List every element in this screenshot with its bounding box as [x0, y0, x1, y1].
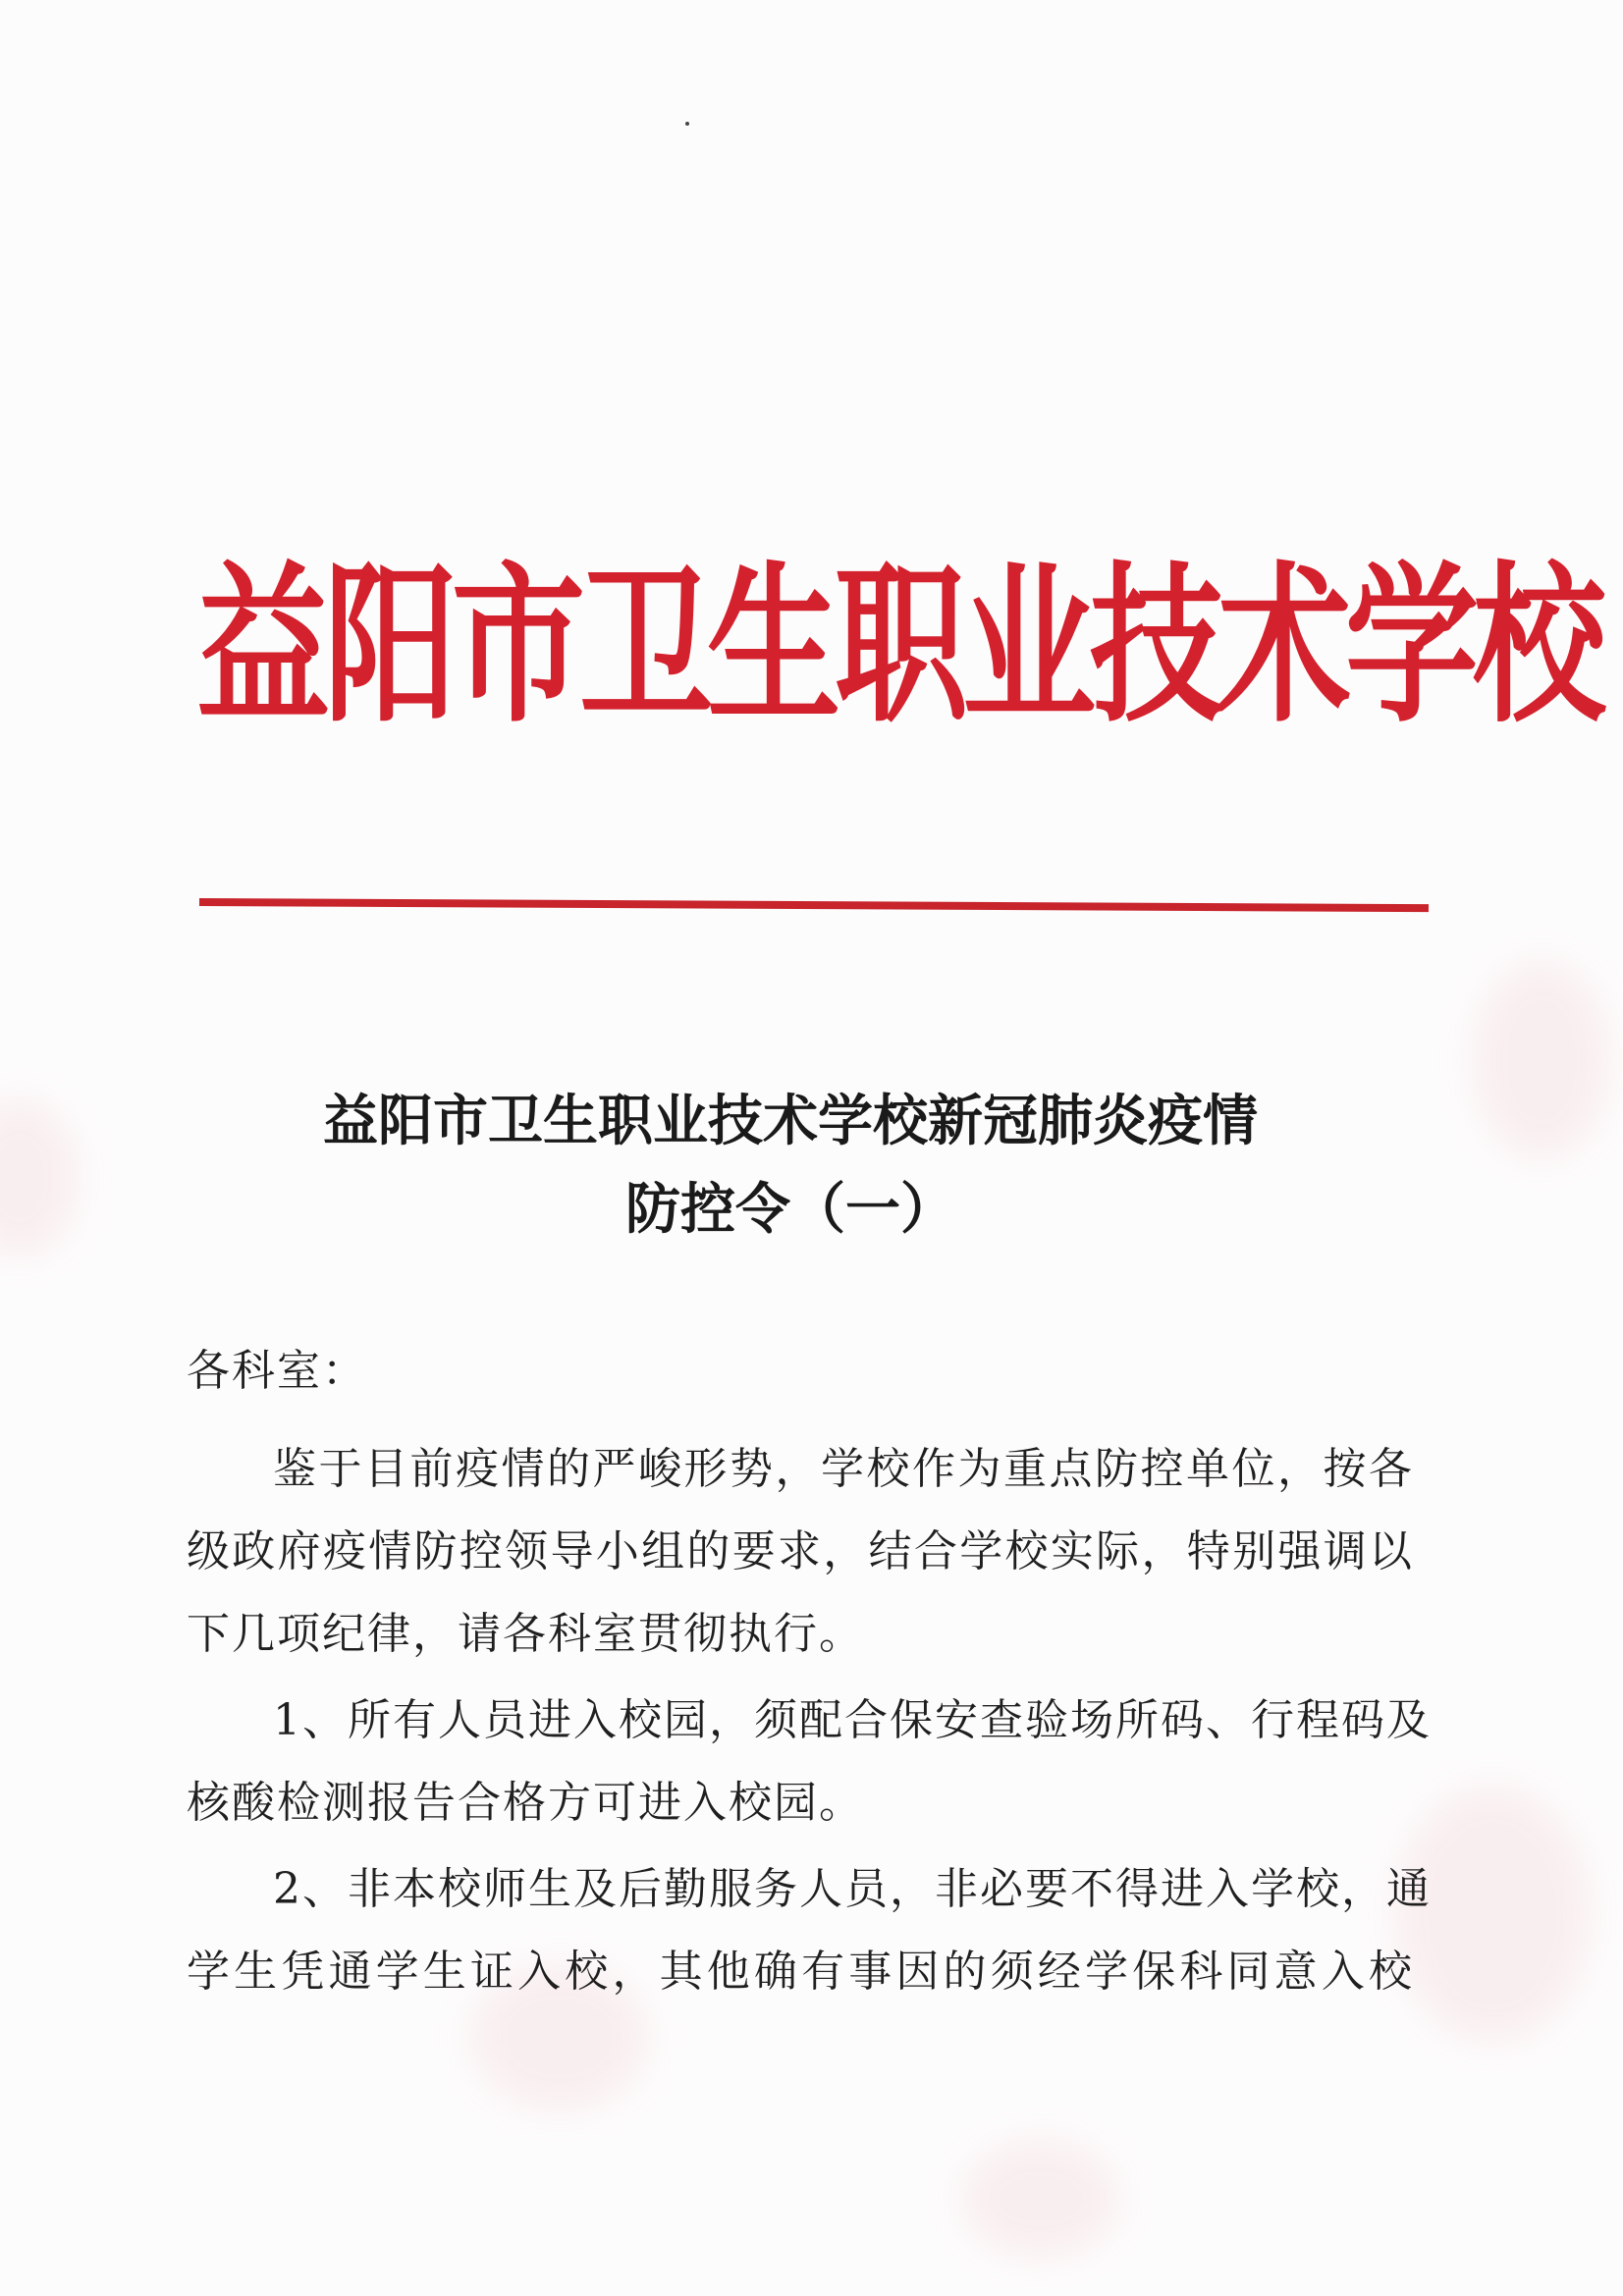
body-line: 1、所有人员进入校园，须配合保安查验场所码、行程码及 [273, 1695, 1432, 1745]
issuer-masthead: 益阳市卫生职业技术学校 [196, 545, 1600, 747]
red-divider-rule [199, 898, 1429, 912]
scan-speck [685, 122, 689, 126]
paper-stain [1473, 962, 1610, 1158]
paper-stain [962, 2140, 1119, 2258]
paper-stain [1394, 1787, 1591, 2042]
body-line: 学生凭通学生证入校，其他确有事因的须经学保科同意入校 [187, 1947, 1414, 1997]
body-line: 2、非本校师生及后勤服务人员，非必要不得进入学校，通 [273, 1864, 1432, 1914]
salutation: 各科室： [187, 1346, 367, 1396]
body-line: 核酸检测报告合格方可进入校园。 [187, 1778, 864, 1828]
paper-stain [0, 1099, 79, 1256]
body-line: 下几项纪律，请各科室贯彻执行。 [187, 1609, 864, 1659]
document-title-line-1: 益阳市卫生职业技术学校新冠肺炎疫情 [323, 1090, 1258, 1153]
body-line: 鉴于目前疫情的严峻形势，学校作为重点防控单位，按各 [273, 1444, 1414, 1494]
document-title-line-2: 防控令（一） [625, 1178, 955, 1242]
body-line: 级政府疫情防控领导小组的要求，结合学校实际，特别强调以 [187, 1526, 1414, 1576]
